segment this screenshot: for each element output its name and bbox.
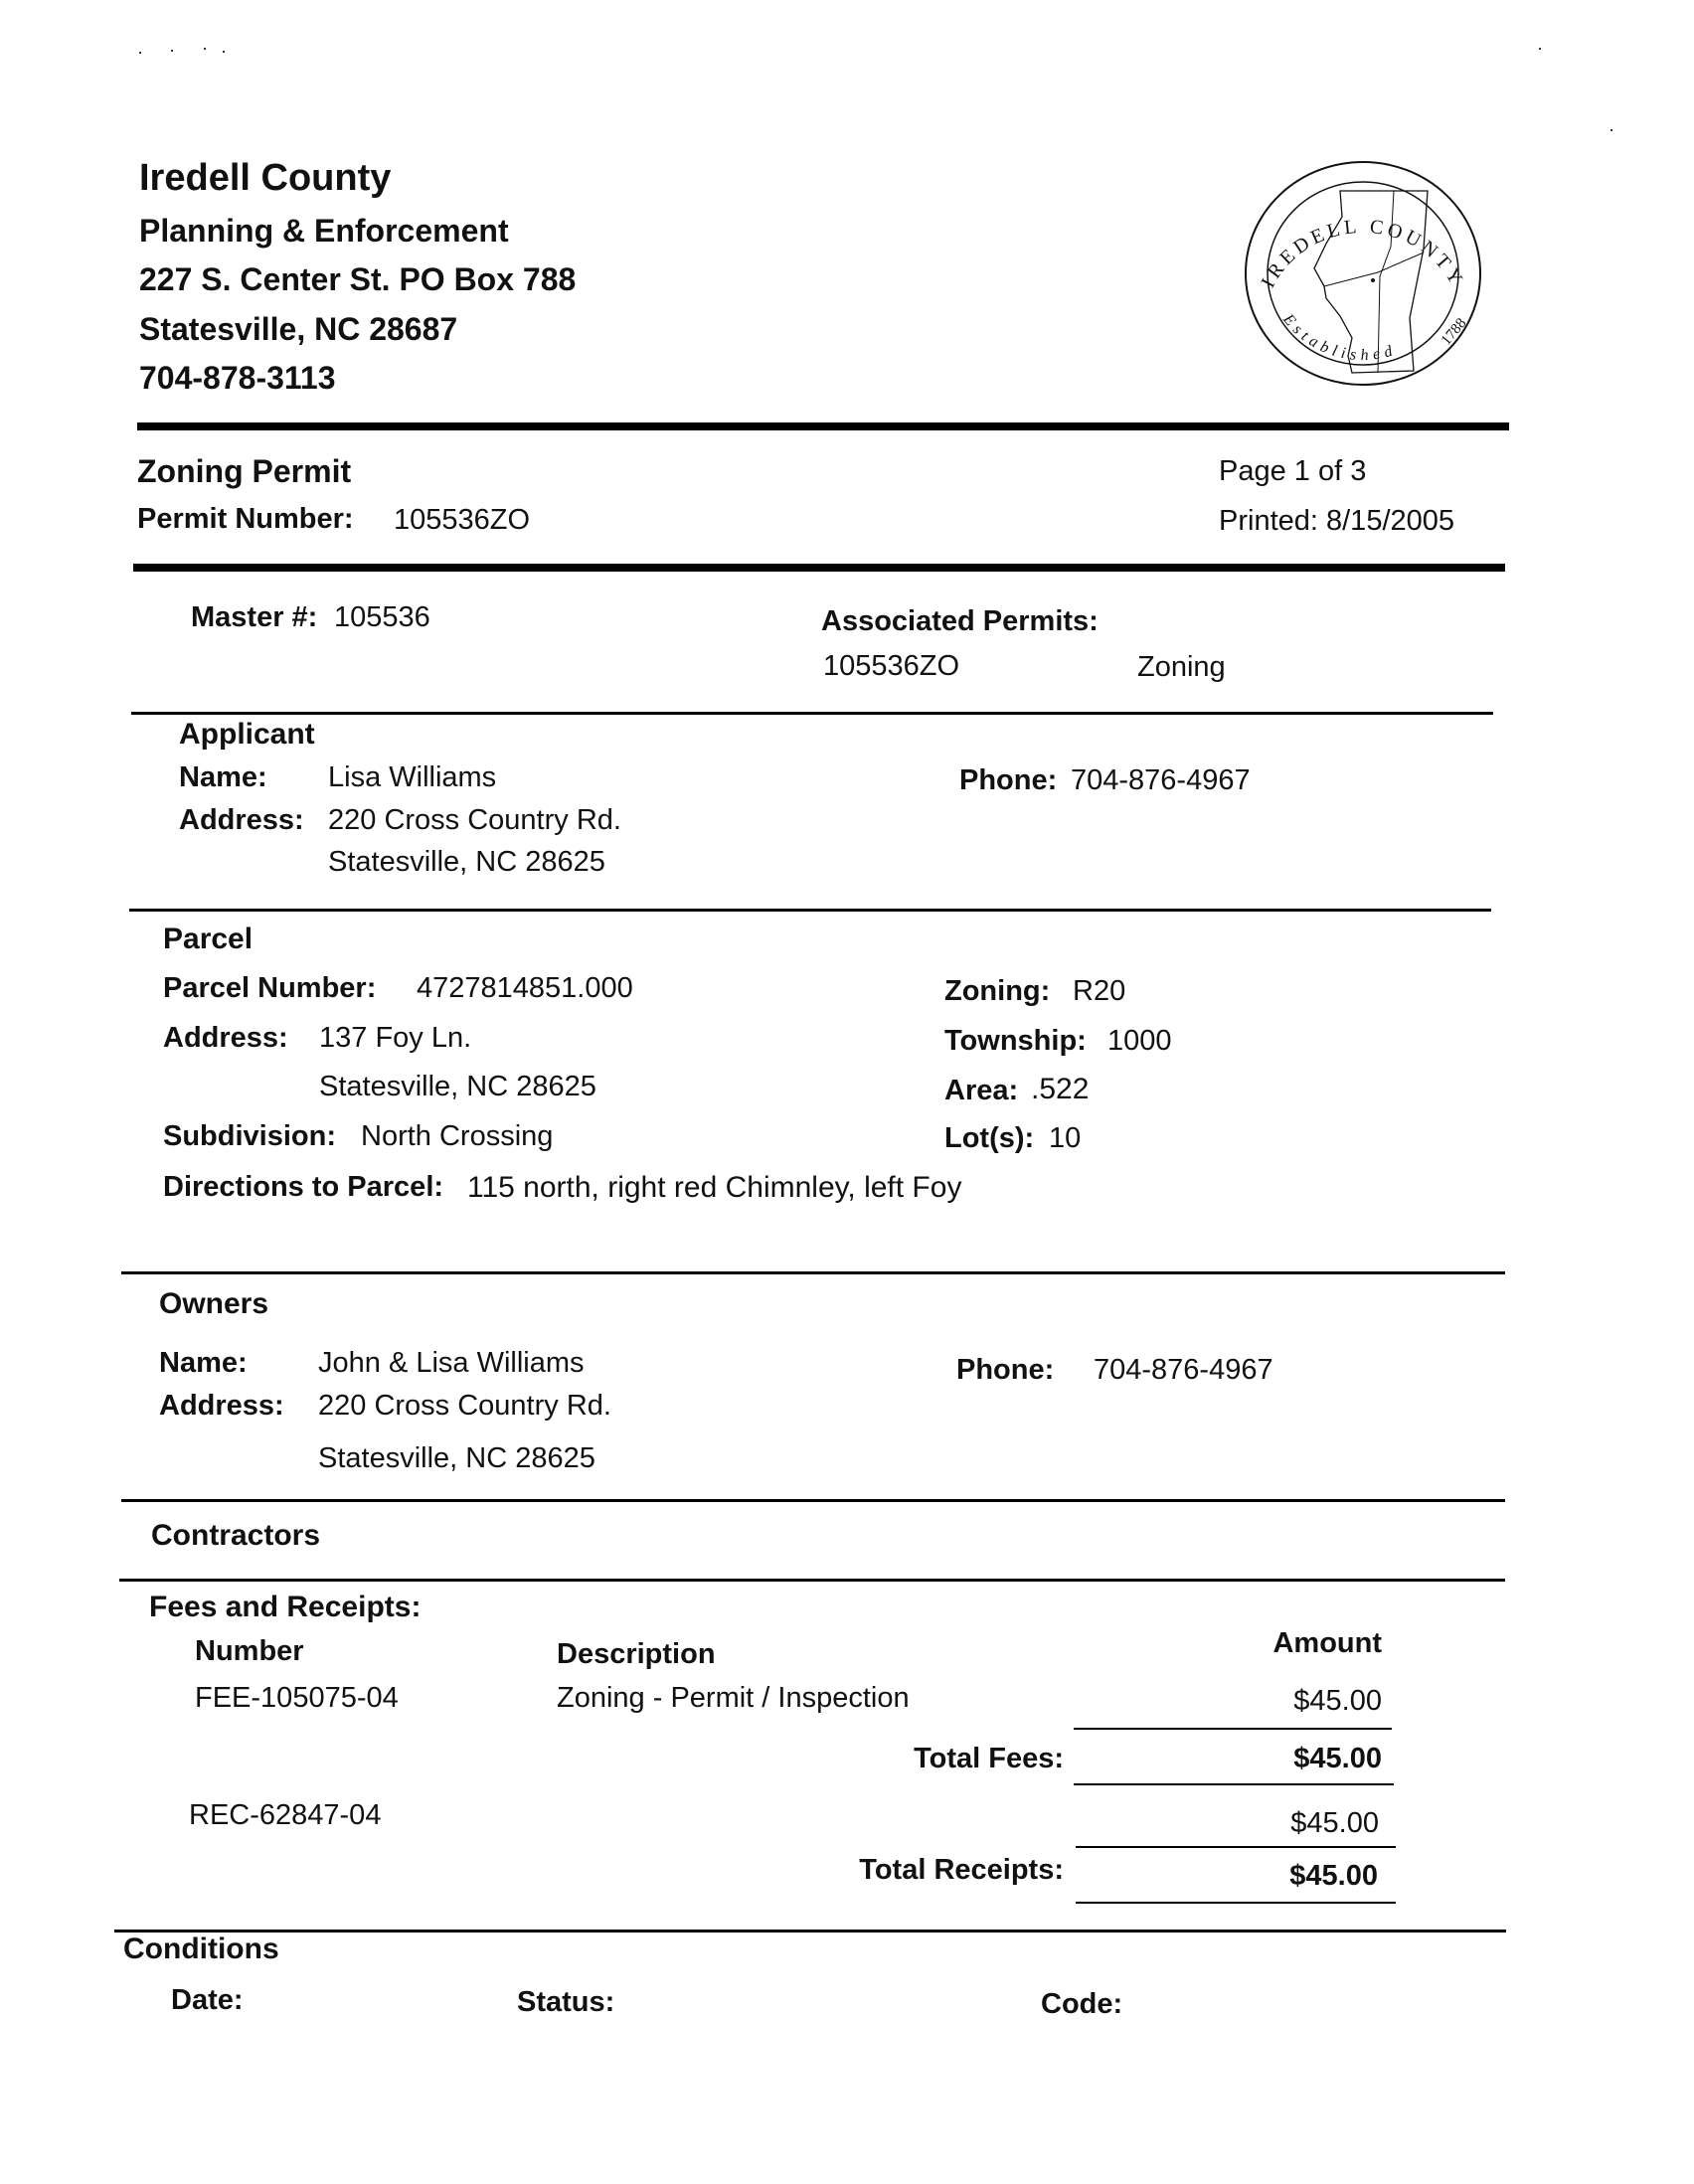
associated-permits-label: Associated Permits: xyxy=(821,605,1099,637)
permit-number-value: 105536ZO xyxy=(394,504,531,536)
permit-divider xyxy=(133,564,1505,572)
scan-speck xyxy=(139,52,141,54)
total-fees-rule-bottom xyxy=(1074,1783,1394,1785)
section-divider xyxy=(121,1499,1505,1502)
parcel-address-label: Address: xyxy=(163,1022,288,1054)
parcel-lots-label: Lot(s): xyxy=(944,1122,1035,1154)
header-divider xyxy=(137,422,1509,430)
total-fees-label: Total Fees: xyxy=(914,1743,1064,1774)
org-phone: 704-878-3113 xyxy=(139,360,336,396)
applicant-address-line2: Statesville, NC 28625 xyxy=(328,846,605,878)
receipt-number: REC-62847-04 xyxy=(189,1799,382,1831)
owners-heading: Owners xyxy=(159,1287,269,1320)
applicant-phone: 704-876-4967 xyxy=(1071,764,1251,796)
department-name: Planning & Enforcement xyxy=(139,213,509,249)
owner-address-label: Address: xyxy=(159,1390,284,1422)
receipt-amount: $45.00 xyxy=(1290,1807,1379,1839)
county-seal-icon xyxy=(1229,149,1497,398)
owner-name: John & Lisa Williams xyxy=(318,1347,585,1379)
parcel-directions-label: Directions to Parcel: xyxy=(163,1171,444,1203)
org-name: Iredell County xyxy=(139,157,392,199)
applicant-address-label: Address: xyxy=(179,804,304,836)
scan-speck xyxy=(1539,48,1541,50)
associated-permit-number[interactable]: 105536ZO xyxy=(823,650,960,682)
scan-speck xyxy=(204,48,206,50)
parcel-number-label: Parcel Number: xyxy=(163,972,377,1004)
applicant-phone-label: Phone: xyxy=(959,764,1058,796)
applicant-name: Lisa Williams xyxy=(328,761,497,793)
owner-address-line1: 220 Cross Country Rd. xyxy=(318,1390,611,1422)
org-street-address: 227 S. Center St. PO Box 788 xyxy=(139,261,577,297)
total-receipts-rule-bottom xyxy=(1076,1902,1396,1904)
scan-speck xyxy=(223,51,225,53)
fees-column-amount: Amount xyxy=(1272,1627,1382,1659)
master-number-label: Master #: xyxy=(191,601,318,633)
scan-speck xyxy=(171,50,173,52)
parcel-subdivision: North Crossing xyxy=(361,1120,554,1152)
parcel-area-label: Area: xyxy=(944,1075,1019,1106)
seal-top-text: IREDELL COUNTY xyxy=(1257,215,1469,292)
applicant-address-line1: 220 Cross Country Rd. xyxy=(328,804,621,836)
printed-date: Printed: 8/15/2005 xyxy=(1219,505,1455,537)
fee-number: FEE-105075-04 xyxy=(195,1682,399,1714)
total-receipts-value: $45.00 xyxy=(1289,1860,1378,1892)
owner-phone: 704-876-4967 xyxy=(1094,1354,1273,1386)
total-receipts-label: Total Receipts: xyxy=(859,1854,1064,1886)
svg-text:Established xyxy=(1279,310,1400,364)
conditions-code-label: Code: xyxy=(1041,1988,1123,2020)
fees-column-number: Number xyxy=(195,1635,304,1667)
parcel-subdivision-label: Subdivision: xyxy=(163,1120,336,1152)
section-divider xyxy=(121,1271,1505,1274)
fee-amount: $45.00 xyxy=(1293,1685,1382,1717)
scan-speck xyxy=(1610,129,1612,131)
master-number-value: 105536 xyxy=(334,601,430,633)
parcel-lots: 10 xyxy=(1049,1122,1082,1154)
svg-text:IREDELL COUNTY xyxy=(1258,216,1469,291)
associated-permit-type: Zoning xyxy=(1137,651,1226,683)
applicant-name-label: Name: xyxy=(179,761,267,793)
page-indicator: Page 1 of 3 xyxy=(1219,455,1367,487)
conditions-date-label: Date: xyxy=(171,1984,244,2016)
fee-description: Zoning - Permit / Inspection xyxy=(557,1682,910,1714)
parcel-address-line1: 137 Foy Ln. xyxy=(319,1022,472,1054)
contractors-heading: Contractors xyxy=(151,1519,321,1552)
parcel-area: .522 xyxy=(1031,1073,1090,1105)
parcel-township: 1000 xyxy=(1107,1025,1172,1057)
permit-number-label: Permit Number: xyxy=(137,503,354,535)
section-divider xyxy=(114,1930,1506,1932)
applicant-heading: Applicant xyxy=(179,718,315,751)
owner-address-line2: Statesville, NC 28625 xyxy=(318,1442,595,1474)
section-divider xyxy=(129,909,1491,912)
parcel-address-line2: Statesville, NC 28625 xyxy=(319,1071,596,1102)
total-fees-rule-top xyxy=(1074,1728,1392,1730)
total-fees-value: $45.00 xyxy=(1293,1743,1382,1774)
owner-phone-label: Phone: xyxy=(956,1354,1055,1386)
org-city-state-zip: Statesville, NC 28687 xyxy=(139,311,458,347)
parcel-number: 4727814851.000 xyxy=(417,972,633,1004)
permit-title: Zoning Permit xyxy=(137,453,352,489)
section-divider xyxy=(119,1579,1505,1582)
parcel-township-label: Township: xyxy=(944,1025,1087,1057)
fees-heading: Fees and Receipts: xyxy=(149,1591,422,1623)
seal-year: 1788 xyxy=(1438,315,1470,349)
seal-bottom-text: Established xyxy=(1279,310,1400,365)
conditions-status-label: Status: xyxy=(517,1986,615,2018)
total-receipts-rule-top xyxy=(1076,1846,1396,1848)
parcel-zoning-label: Zoning: xyxy=(944,975,1051,1007)
parcel-zoning: R20 xyxy=(1073,975,1126,1007)
parcel-heading: Parcel xyxy=(163,923,254,955)
section-divider xyxy=(131,712,1493,715)
owner-name-label: Name: xyxy=(159,1347,248,1379)
conditions-heading: Conditions xyxy=(123,1932,279,1965)
parcel-directions: 115 north, right red Chimnley, left Foy xyxy=(467,1171,962,1204)
fees-column-description: Description xyxy=(557,1638,716,1670)
